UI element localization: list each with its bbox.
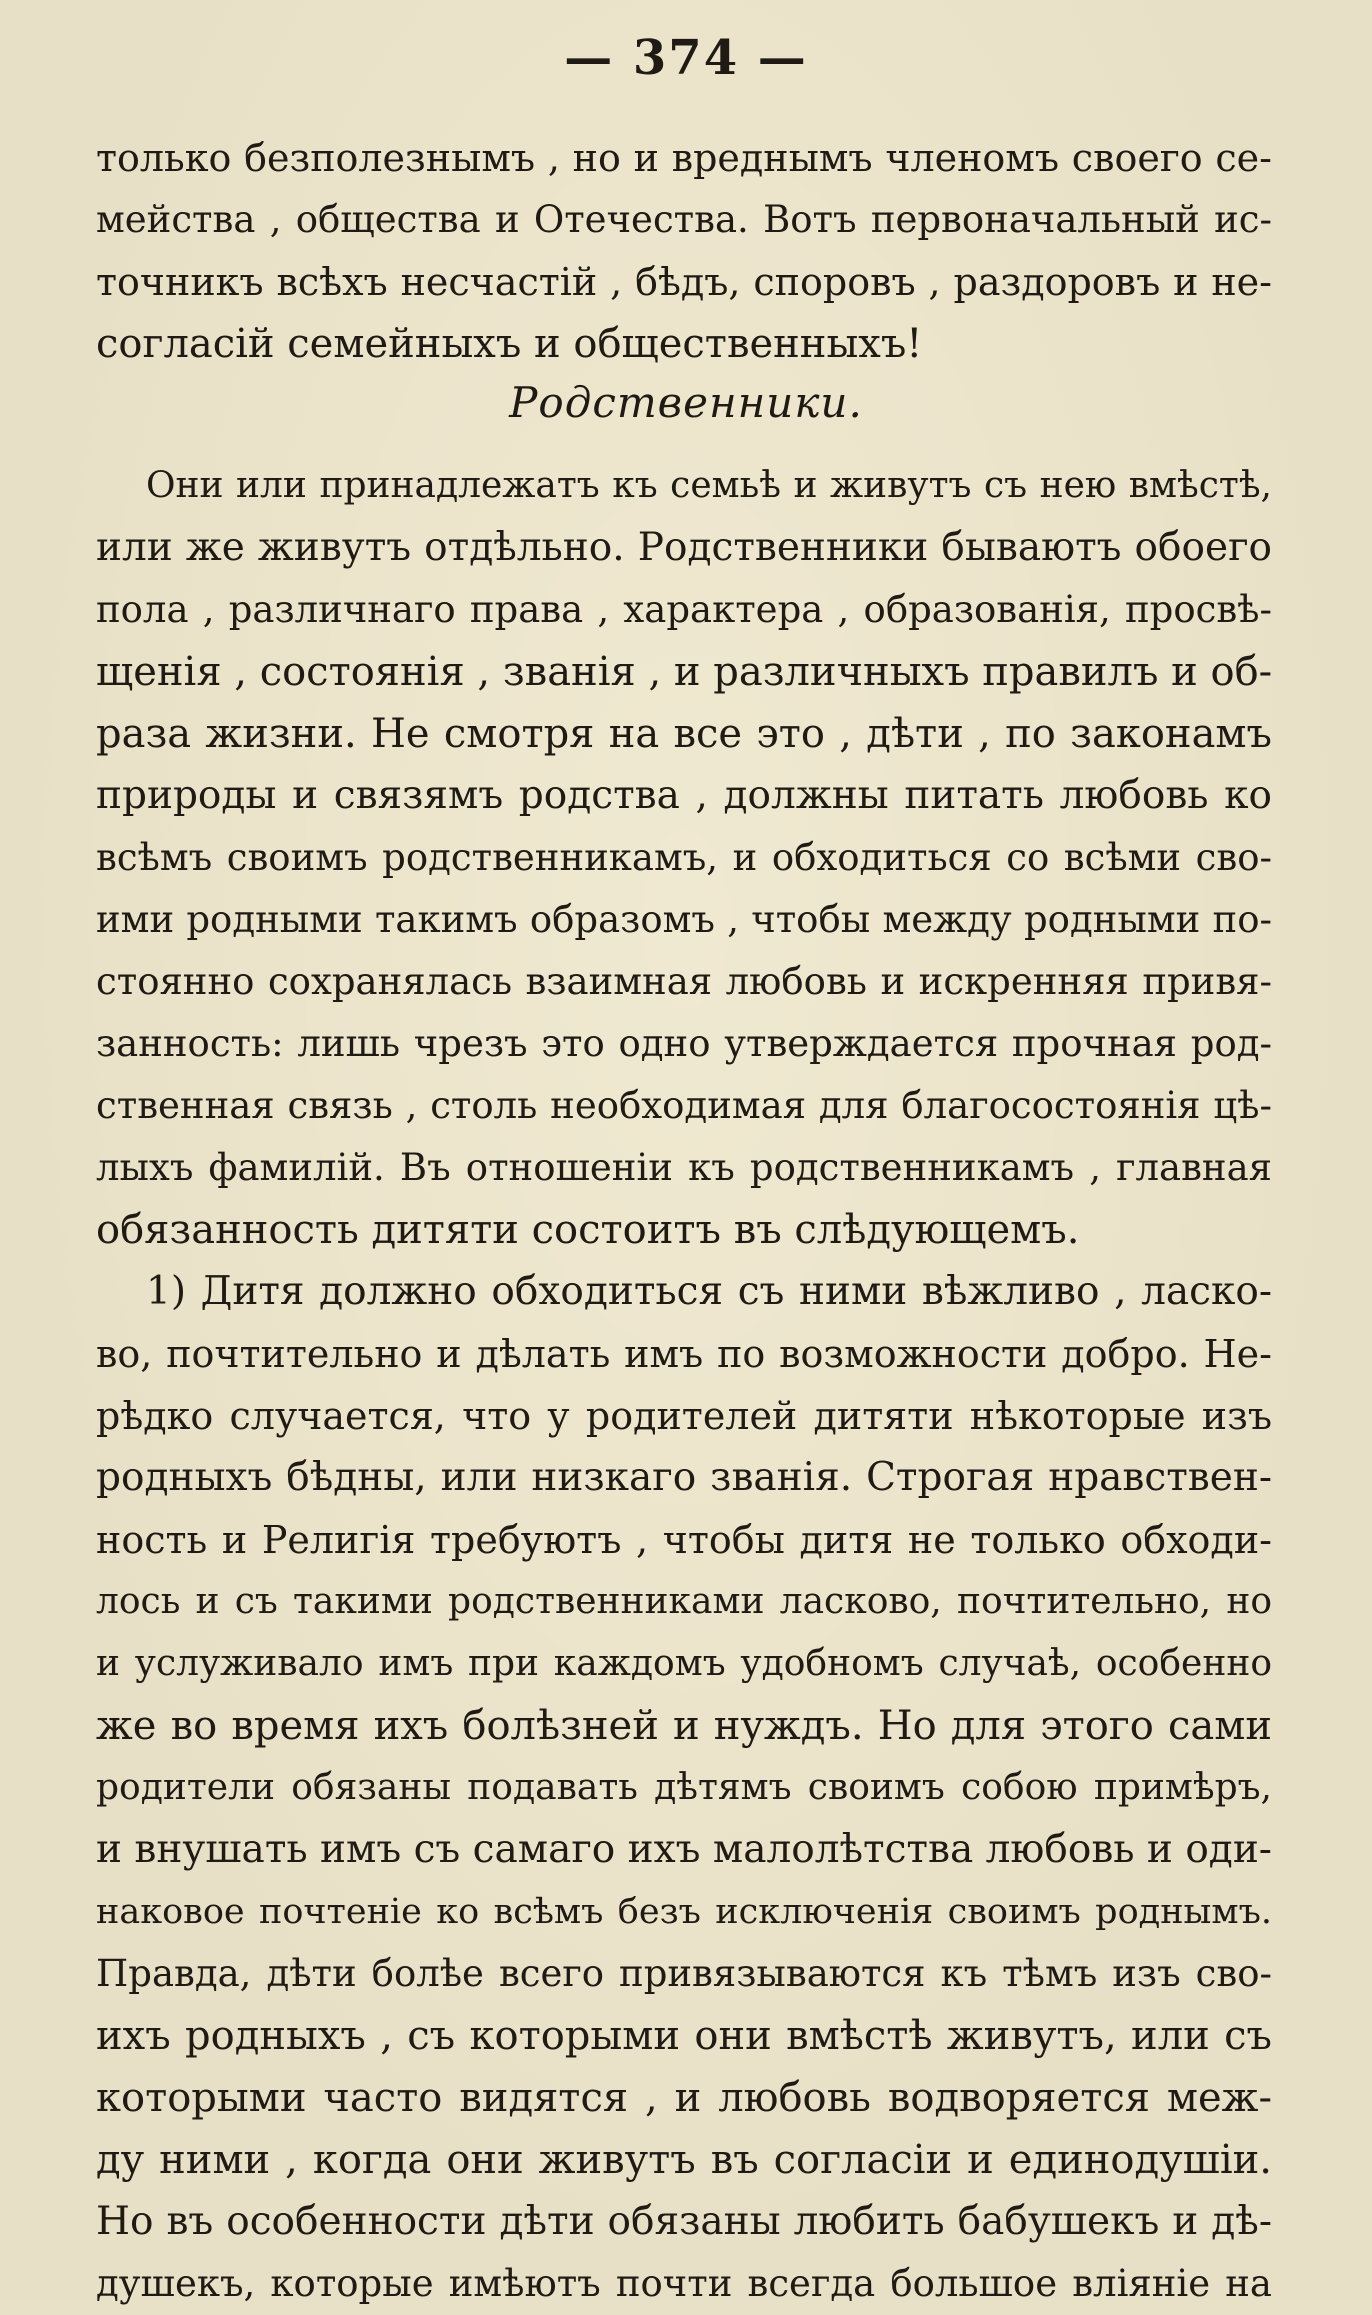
text-line: и услуживало имъ при каждомъ удобномъ случаѣ, особенно [96,1643,1272,1684]
text-line: рѣдко случается, что у родителей дитяти нѣкоторые изъ [96,1394,1272,1438]
text-line: ими родными такимъ образомъ , чтобы между родными по- [96,898,1272,941]
text-line: обязанность дитяти состоитъ въ слѣдующемъ. [96,1207,1080,1253]
text-line: Они или принадлежатъ къ семьѣ и живутъ съ нею вмѣстѣ, [146,465,1272,506]
paragraph-relatives [96,455,1272,2315]
text-line: ность и Религія требуютъ , чтобы дитя не только обходи- [96,1518,1272,1562]
text-line: раза жизни. Не смотря на все это , дѣти , по законамъ [96,711,1272,757]
text-line: Но въ особенности дѣти обязаны любить бабушекъ и дѣ- [96,2199,1272,2244]
section-heading: Родственники. [509,378,863,427]
page-number: — 374 — [564,30,808,86]
text-line: согласій семейныхъ и общественныхъ! [96,321,923,367]
text-line: которыми часто видятся , и любовь водворяется меж- [96,2075,1272,2121]
text-line: Правда, дѣти болѣе всего привязываются къ тѣмъ изъ сво- [96,1952,1272,1995]
text-line: лыхъ фамилій. Въ отношеніи къ родственникамъ , главная [96,1146,1272,1189]
text-line: только безполезнымъ , но и вреднымъ членомъ своего се- [96,136,1272,180]
text-line: же во время ихъ болѣзней и нуждъ. Но для этого сами [96,1703,1272,1749]
text-line: лось и съ такими родственниками ласково, почтительно, но [96,1581,1272,1622]
text-line: во, почтительно и дѣлать имъ по возможности добро. Не- [96,1332,1272,1376]
text-line: или же живутъ отдѣльно. Родственники бываютъ обоего [96,525,1272,570]
text-line: природы и связямъ родства , должны питать любовь ко [96,773,1272,818]
text-line: всѣмъ своимъ родственникамъ, и обходиться со всѣми сво- [96,836,1272,879]
text-line: ду ними , когда они живутъ въ согласіи и единодушіи. [96,2137,1272,2183]
text-line: точникъ всѣхъ несчастій , бѣдъ, споровъ , раздоровъ и не- [96,260,1272,304]
text-line: ихъ родныхъ , съ которыми они вмѣстѣ живутъ, или съ [96,2013,1272,2059]
text-line: ственная связь , столь необходимая для благосостоянія цѣ- [96,1084,1272,1127]
text-line: пола , различнаго права , характера , образованія, просвѣ- [96,588,1272,631]
text-line: стоянно сохранялась взаимная любовь и искренняя привя- [96,960,1272,1003]
text-line: 1) Дитя должно обходиться съ ними вѣжливо , ласко- [146,1269,1272,1314]
text-line: мейства , общества и Отечества. Вотъ первоначальный ис- [96,198,1272,241]
text-line: родныхъ бѣдны, или низкаго званія. Строгая нравствен- [96,1455,1272,1500]
text-line: душекъ, которые имѣютъ почти всегда большое вліяніе на [96,2262,1272,2305]
text-line: щенія , состоянія , званія , и различныхъ правилъ и об- [96,649,1273,695]
text-line: наковое почтеніе ко всѣмъ безъ исключенія своимъ роднымъ. [96,1892,1272,1932]
text-line: занность: лишь чрезъ это одно утверждается прочная род- [96,1022,1272,1065]
paragraph-continuation [96,127,1272,375]
text-line: родители обязаны подавать дѣтямъ своимъ собою примѣръ, [96,1767,1272,1808]
text-line: и внушать имъ съ самаго ихъ малолѣтства любовь и оди- [96,1827,1272,1872]
